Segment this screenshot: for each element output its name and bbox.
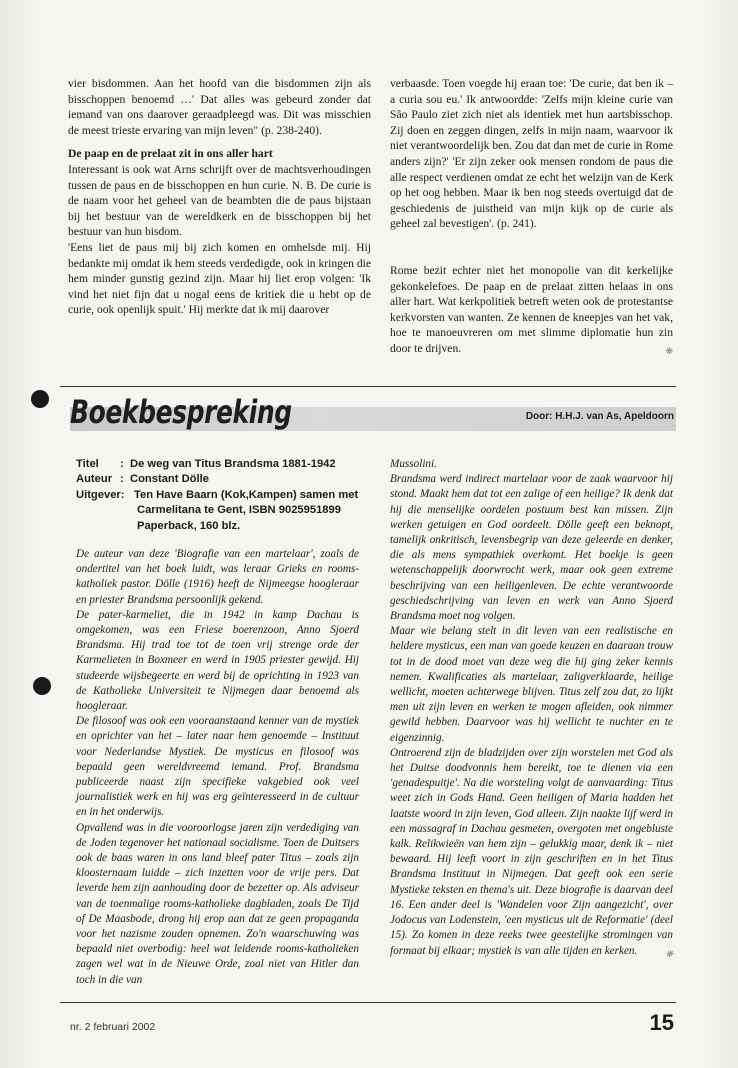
end-mark-icon: ❈ xyxy=(665,345,673,356)
punch-hole xyxy=(31,390,49,408)
review-author: Door: H.H.J. van As, Apeldoorn xyxy=(525,411,674,422)
article-left-column xyxy=(68,76,371,318)
divider xyxy=(60,386,676,387)
book-author: Constant Dölle xyxy=(130,473,209,486)
book-publisher: Ten Have Baarn (Kok,Kampen) samen met xyxy=(134,488,359,501)
article-right-column xyxy=(390,76,673,360)
meta-key: Uitgever: xyxy=(76,488,125,501)
meta-key: Titel xyxy=(76,458,99,470)
paragraph: Mussolini. xyxy=(390,458,437,470)
paragraph xyxy=(390,263,673,357)
meta-separator: : xyxy=(120,458,124,470)
paragraph: De auteur van deze 'Biografie van een martelaar', zoals de ondertitel van het boek luidt, was leraar Grieks en rooms-katholiek pastor. Dölle (1916) heeft de Nijmeegse hoogleraar en priester Brandsma persoonlijk gekend. xyxy=(76,548,359,606)
paragraph: Interessant is ook wat Arns schrijft over de machtsverhoudingen tussen de paus en de bisschoppen en hun curie. N. B. De curie is de naam voor het geheel van de beambten die de paus bijstaan bij het bestuur van de wereldkerk en de bisschoppen bij het bestuur van hun bisdom. xyxy=(68,162,371,239)
book-format: Paperback, 160 blz. xyxy=(137,519,241,532)
meta-title-row xyxy=(76,457,376,472)
meta-author-row xyxy=(76,472,376,487)
end-mark-icon: ❈ xyxy=(665,948,673,959)
page-number: 15 xyxy=(649,1010,674,1035)
book-publisher-cont: Carmelitana te Gent, ISBN 9025951899 xyxy=(137,504,341,517)
book-metadata xyxy=(76,457,376,534)
paragraph-gap xyxy=(390,232,673,263)
section-subheading: De paap en de prelaat zit in ons aller hart xyxy=(68,147,273,161)
meta-key: Auteur xyxy=(76,473,113,486)
paragraph: vier bisdommen. Aan het hoofd van die bisdommen zijn als bisschoppen benoemd …' Dat alles was gebeurd zonder dat iemand van ons daarover geraadpleegd was. Dit was misschien de meest trieste ervaring van mijn leven" (p. 238-240). xyxy=(68,77,371,137)
paragraph: De filosoof was ook een vooraanstaand kenner van de mystiek en oprichter van het – later naar hem genoemde – Instituut voor Nederlandse Mystiek. De mysticus en filosoof was bepaald geen wereldvreemd iemand. Prof. Brandsma publiceerde naast zijn specifieke vakgebied ook veel journalistiek werk en hij was erg geïnteresseerd in de cultuur en in het onderwijs. xyxy=(76,715,359,819)
review-left-column xyxy=(76,547,359,988)
paragraph: De pater-karmeliet, die in 1942 in kamp Dachau is omgekomen, was een Friese boerenzoon, Anno Sjoerd Brandsma. Hij trad toe tot de toen vrij strenge orde der Karmelieten in Boxmeer en werd in 1905 priester gewijd. Hij studeerde wijsbegeerte en werd bij de oprichting in 1923 van de Katholieke Universiteit te Nijmegen daar benoemd als hoogleraar. xyxy=(76,608,359,713)
issue-info: nr. 2 februari 2002 xyxy=(70,1021,156,1033)
book-title: De weg van Titus Brandsma 1881-1942 xyxy=(130,458,336,470)
paragraph-text: Ontroerend zijn de bladzijden over zijn worstelen met God als het Duitse doodvonnis hem bereikt, toe te dienen via een 'genadespuitje'. Na die worsteling volgt de aanvaarding: Titus weet zich in Gods Hand. Geen heiligen of Maria hadden het laatste woord in zijn leven, God alleen. Zijn naakte lijf werd in een massagraf in Dachau gesmeten, overgoten met ongebluste kalk. Relikwieën van hem zijn – gelukkig maar, denk ik – niet bewaard. Hij leeft voort in zijn geschriften en in het Titus Brandsma Instituut in Nijmegen. Dat geeft ook een serie Mystieke teksten en thema's uit. Deze biografie is daarvan deel 16. Een ander deel is 'Wandelen voor Zijn aangezicht', over Jodocus van Lodenstein, 'een mysticus uit de Reformatie' (deel 15). Zo komen in deze reeks twee geestelijke stromingen van formaat bij elkaar; mystiek is van alle tijden en kerken. xyxy=(390,746,673,957)
divider xyxy=(60,1002,676,1003)
punch-hole xyxy=(33,677,51,695)
paragraph: 'Eens liet de paus mij bij zich komen en omhelsde mij. Hij bedankte mij omdat ik hem steeds verdedigde, ook in kringen die hem minder gunstig gezind zijn. Maar hij liet erop volgen: 'Ik vind het niet fijn dat u nogal eens de kritiek die u hebt op de curie, ook openlijk spuit.' Hij merkte dat ik mij daarover xyxy=(68,240,371,317)
paragraph: Opvallend was in die vooroorlogse jaren zijn verdediging van de Joden tegenover het nationaal socialisme. Toen de Duitsers ook de baas waren in ons land bleef pater Titus – zoals zijn kloosternaam luidde – zich inzetten voor de vrije pers. Dat leverde hem zijn aanhouding door de bezetter op. Als adviseur van de toenmalige rooms-katholieke dagbladen, zoals De Tijd of De Maasbode, drong hij erop aan dat ze geen propaganda voor het nazisme zouden opnemen. Zo'n waarschuwing was bepaald niet overbodig: heel wat leidende rooms-katholieken zagen wel wat in de Nieuwe Orde, zoal niet van Hitler dan toch in die van xyxy=(76,821,359,986)
paragraph: Maar wie belang stelt in dit leven van een realistische en heldere mysticus, een man van goede keuzen en daaraan trouw tot in de dood moet van deze weg die hij ging zeker kennis nemen. Kwalificaties als martelaar, zaligverklaarde, heilige wellicht, moeten achterwege blijven. Titus zelf zou dat, zo lijkt men uit zijn leven en werken te mogen afleiden, ook nimmer gewild hebben. Daarvoor was hij wellicht te nuchter en te eigenzinnig. xyxy=(390,625,673,744)
meta-publisher-row xyxy=(76,488,376,503)
review-right-column xyxy=(390,457,673,962)
paragraph: verbaasde. Toen voegde hij eraan toe: 'De curie, dat ben ik – a curia sou eu.' Ik antwoordde: 'Zelfs mijn kleine curie van São Paulo ziet zich niet als identiek met hun aartsbisschop. Zij doen en zeggen dingen, zelfs in mijn naam, waarvoor ik niet verantwoordelijk ben. Zou dat dan met de curie in Rome anders zijn?' 'Er zijn zeker ook mensen rondom de paus die alle respect verdienen omdat ze echt het welzijn van de Kerk op het oog hebben. Maar ik ben nog steeds overtuigd dat de geschiedenis de juistheid van mijn kijk op de curie als geheel zal bevestigen'. (p. 241). xyxy=(390,77,673,231)
paragraph: Brandsma werd indirect martelaar voor de zaak waarvoor hij stond. Maakt hem dat tot een zalige of een heilige? Ik denk dat hij die menselijke oordelen postuum best kan missen. Zijn werken getuigen en God oordeelt. Dölle geeft een beknopt, tamelijk onkritisch, levensbegrip van deze geleerde en denker, die als mens sympathiek overkomt. Het boekje is geen wetenschappelijk doorwrocht werk, maar ook geen extreme beschrijving van een heiligenleven. De echte verantwoorde geschiedschrijving van leven en werk van Anno Sjoerd Brandsma moet nog volgen. xyxy=(390,473,673,623)
meta-separator: : xyxy=(120,473,124,486)
paragraph xyxy=(390,746,673,959)
paragraph-text: Rome bezit echter niet het monopolie van dit kerkelijke gekonkelefoes. De paap en de prelaat zitten helaas in ons aller hart. Wat kerkpolitiek betreft weten ook de protestantse kerkvorsten van wanten. Ze kennen de kneepjes van het vak, hoe te manoeuvreren om met slimme diplomatie hun zin door te drijven. xyxy=(390,263,673,355)
section-title: Boekbespreking xyxy=(70,393,292,431)
